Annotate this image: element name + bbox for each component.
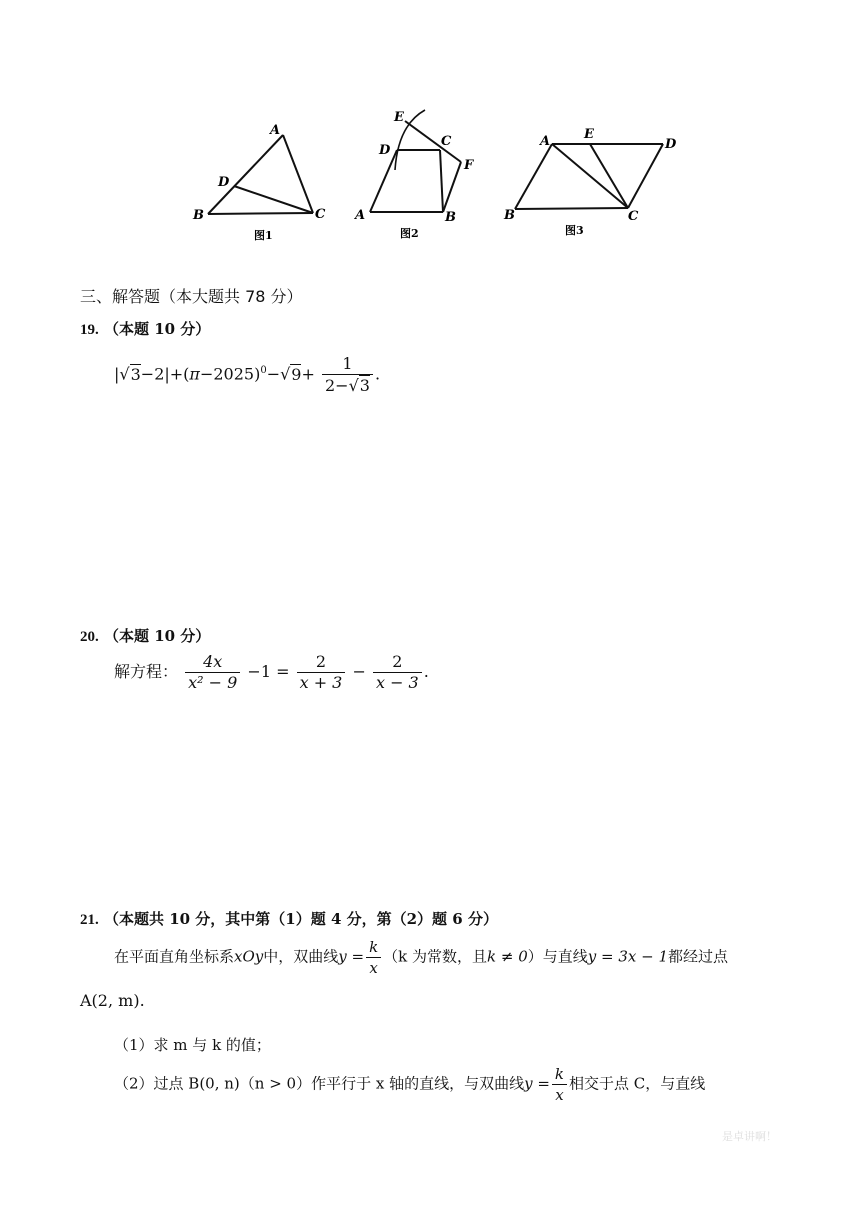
q21-text-c: （k 为常数，且 — [383, 947, 488, 966]
q19-abs-open: | — [114, 364, 120, 384]
fig2-label-F: F — [464, 158, 474, 173]
q21-paragraph-2: A(2, m). — [80, 991, 145, 1010]
fig2-label-D: D — [379, 143, 391, 158]
figure-2 — [370, 110, 461, 212]
fig2-line-CB — [440, 150, 443, 212]
q20-minus: − — [352, 662, 366, 681]
fig2-label-C: C — [441, 134, 452, 149]
q19-number: 19. — [80, 322, 99, 338]
q19-sqrt9: 9 — [291, 364, 302, 384]
q20-frac3-den: x − 3 — [375, 673, 419, 692]
q21-frac-x: x — [369, 959, 378, 977]
q19-minus-2025: −2025) — [199, 364, 261, 384]
q21-line-eq: y = 3x − 1 — [587, 947, 669, 966]
q21-k-neq-0: k ≠ 0 — [487, 947, 528, 966]
figures-area — [0, 100, 868, 250]
q21-subquestion-1: （1）求 m 与 k 的值； — [114, 1036, 271, 1054]
q20-frac1-num: 4x — [185, 652, 240, 673]
fig2-line-AD — [370, 150, 397, 212]
q19-end: . — [374, 364, 381, 384]
section-title: 三、解答题（本大题共 78 分） — [80, 287, 303, 306]
fig3-label-D: D — [665, 137, 677, 152]
q21-text-e: 都经过点 — [668, 947, 729, 966]
q21-number: 21. — [80, 912, 99, 928]
fig3-label-C: C — [628, 209, 639, 224]
q21-frac-kx — [366, 937, 381, 978]
fig2-label-B: B — [445, 210, 456, 225]
q20-end: . — [423, 662, 429, 681]
fig3-label-B: B — [504, 208, 515, 223]
q19-frac-num: 1 — [322, 354, 373, 375]
fig2-label-E: E — [394, 110, 404, 125]
fig2-caption: 图2 — [400, 227, 419, 240]
fig3-line-AC — [552, 144, 628, 208]
q21-sub2-frac-kx — [552, 1064, 567, 1105]
q20-frac1-den: x² − 9 — [188, 673, 238, 692]
q21-frac-k: k — [366, 937, 381, 958]
fig1-label-D: D — [218, 175, 230, 190]
fig1-line-BC — [208, 213, 313, 214]
q21-sub2-text-a: （2）过点 B(0, n)（n > 0）作平行于 x 轴的直线，与双曲线 — [114, 1074, 525, 1093]
q20-frac2 — [297, 652, 346, 693]
fig1-line-AC — [283, 135, 313, 213]
q19-expression — [114, 354, 380, 396]
fig3-line-BC — [515, 208, 628, 209]
q19-frac-den: 2−√3 — [324, 376, 370, 395]
q21-paragraph-1 — [114, 937, 728, 978]
fig1-label-A: A — [270, 123, 281, 138]
q21-text-b: 中，双曲线 — [263, 947, 339, 966]
q19-abs-close: | — [164, 364, 170, 384]
q19-pi: π — [189, 364, 200, 384]
q19-plus: + — [301, 364, 315, 384]
q19-minus-sqrt: − — [266, 364, 281, 384]
fig2-line-EF — [405, 121, 461, 162]
fig1-label-C: C — [315, 207, 326, 222]
q20-points: （本题 10 分） — [103, 627, 211, 645]
q20-prefix: 解方程： — [114, 662, 179, 681]
q21-subquestion-2 — [114, 1064, 705, 1105]
q21-sub2-frac-x: x — [555, 1086, 564, 1104]
q20-header — [80, 625, 210, 646]
fig2-line-FB — [443, 162, 461, 212]
fig3-line-AB — [515, 144, 552, 209]
q19-fraction — [322, 354, 373, 396]
fig3-label-A: A — [540, 134, 551, 149]
fig1-caption: 图1 — [254, 229, 273, 242]
q19-sqrt3: 3 — [130, 364, 141, 384]
q21-sub2-frac-k: k — [552, 1064, 567, 1085]
fig3-label-E: E — [584, 127, 594, 142]
q19-header — [80, 318, 210, 339]
q21-xoy: xOy — [234, 947, 264, 966]
q21-text-a: 在平面直角坐标系 — [114, 947, 235, 966]
q19-sqrt-sign: √ — [119, 364, 130, 384]
q21-points: （本题共 10 分，其中第（1）题 4 分，第（2）题 6 分） — [103, 910, 498, 928]
q20-frac2-den: x + 3 — [299, 673, 343, 692]
q20-number: 20. — [80, 629, 99, 645]
q20-equation — [114, 652, 429, 693]
q19-plus-paren: +( — [169, 364, 190, 384]
q21-sub2-y-eq: y = — [524, 1074, 550, 1093]
q20-frac2-num: 2 — [297, 652, 346, 673]
q21-y-eq: y = — [338, 947, 365, 966]
q19-exp0: 0 — [260, 365, 267, 377]
q21-text-d: ）与直线 — [527, 947, 588, 966]
fig2-label-A: A — [355, 208, 366, 223]
q20-frac1 — [185, 652, 240, 693]
q20-frac3 — [373, 652, 422, 693]
watermark: 是卓讲啊！ — [722, 1130, 777, 1143]
fig3-line-EC — [590, 144, 628, 208]
q21-header — [80, 908, 498, 929]
q19-points: （本题 10 分） — [103, 320, 211, 338]
fig1-label-B: B — [193, 208, 204, 223]
figure-3 — [515, 144, 663, 209]
q19-sqrt9-sign: √ — [280, 364, 291, 384]
q20-minus1-eq: −1 = — [247, 662, 290, 681]
q20-frac3-num: 2 — [373, 652, 422, 673]
q19-minus2: −2 — [140, 364, 165, 384]
fig3-line-DC — [628, 144, 663, 208]
fig3-caption: 图3 — [565, 224, 584, 237]
fig1-line-DC — [234, 186, 313, 213]
q21-sub2-text-c: 相交于点 C，与直线 — [569, 1074, 706, 1093]
